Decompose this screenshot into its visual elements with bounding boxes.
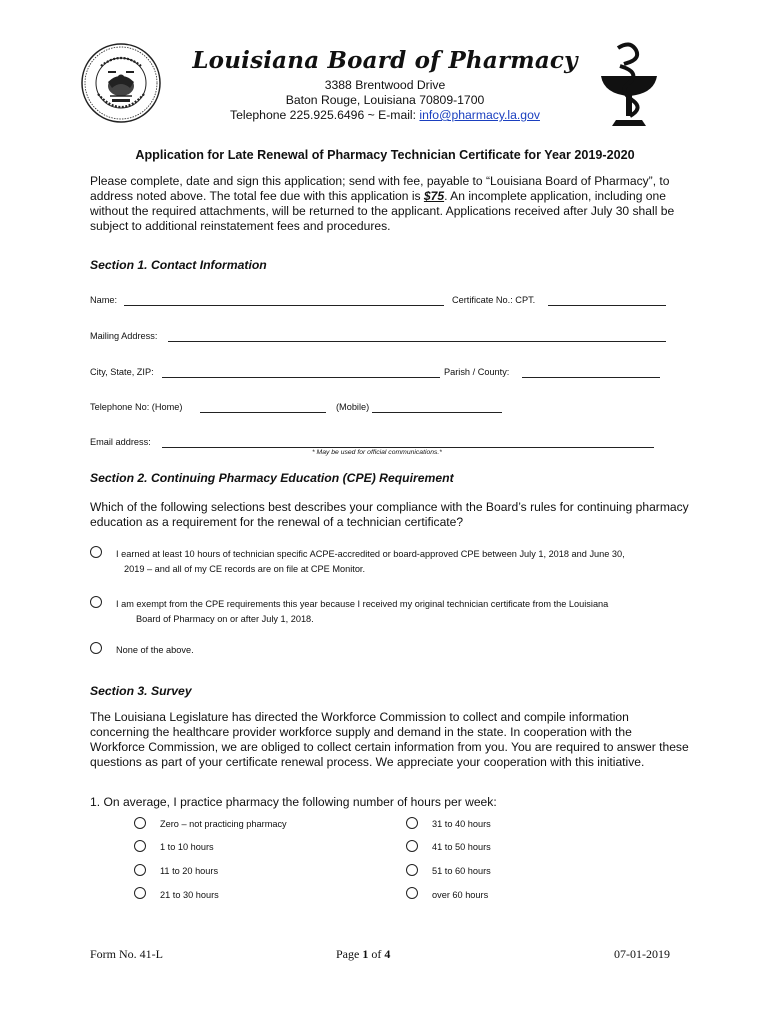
section3-heading: Section 3. Survey xyxy=(90,684,192,698)
hours-option-31-40-label: 31 to 40 hours xyxy=(432,819,491,829)
section1-heading: Section 1. Contact Information xyxy=(90,258,267,272)
survey-question-1: 1. On average, I practice pharmacy the following number of hours per week: xyxy=(90,795,497,809)
hours-option-51-60-radio[interactable] xyxy=(406,864,418,876)
email-label: Email address: xyxy=(90,437,151,447)
revision-date: 07-01-2019 xyxy=(614,947,670,961)
hours-option-zero-radio[interactable] xyxy=(134,817,146,829)
hours-option-11-20-radio[interactable] xyxy=(134,864,146,876)
hours-option-41-50-radio[interactable] xyxy=(406,840,418,852)
telephone-text: Telephone 225.925.6496 ~ E-mail: xyxy=(230,108,420,122)
hours-option-21-30-radio[interactable] xyxy=(134,887,146,899)
hours-option-51-60-label: 51 to 60 hours xyxy=(432,866,491,876)
cpe-option-1-label: I earned at least 10 hours of technician specific ACPE-accredited or board-approved CPE between July 1, 2018 and June 30, 2019 – and all of my CE records are on file at CPE Monitor. xyxy=(116,549,625,574)
board-city: Baton Rouge, Louisiana 70809-1700 xyxy=(285,93,485,107)
fee-amount: $75 xyxy=(423,189,445,203)
hours-option-over-60-radio[interactable] xyxy=(406,887,418,899)
page-indicator: Page 1 of 4 xyxy=(336,947,391,961)
hours-option-1-10-label: 1 to 10 hours xyxy=(160,842,214,852)
city-state-zip-label: City, State, ZIP: xyxy=(90,367,154,377)
certificate-label: Certificate No.: CPT. xyxy=(452,295,536,305)
mailing-address-field[interactable] xyxy=(168,341,666,342)
email-field[interactable] xyxy=(162,447,654,448)
form-number: Form No. 41-L xyxy=(90,947,163,961)
cpe-question: Which of the following selections best describes your compliance with the Board’s rules for continuing pharmacy education as a requirement for the renewal of a technician certificate? xyxy=(90,500,689,529)
form-title: Application for Late Renewal of Pharmacy Technician Certificate for Year 2019-2020 xyxy=(135,148,635,162)
hours-option-21-30-label: 21 to 30 hours xyxy=(160,890,219,900)
phone-mobile-label: (Mobile) xyxy=(336,402,370,412)
email-link[interactable]: info@pharmacy.la.gov xyxy=(419,108,540,122)
mailing-address-label: Mailing Address: xyxy=(90,331,158,341)
board-title: Louisiana Board of Pharmacy xyxy=(192,47,578,74)
hours-option-1-10-radio[interactable] xyxy=(134,840,146,852)
cpe-option-1-radio[interactable] xyxy=(90,546,102,558)
board-address: 3388 Brentwood Drive xyxy=(324,78,446,92)
hours-option-over-60-label: over 60 hours xyxy=(432,890,489,900)
name-field[interactable] xyxy=(124,305,444,306)
phone-mobile-field[interactable] xyxy=(372,412,502,413)
intro-paragraph: Please complete, date and sign this application; send with fee, payable to “Louisiana Board of Pharmacy”, to address noted above. The total fee due with this application is $75. An incomplete application, including one without the required attachments, will be returned to the applicant. Applications received after July 30 shall be subject to additional reinstatement fees and procedures. xyxy=(90,174,675,233)
hours-option-41-50-label: 41 to 50 hours xyxy=(432,842,491,852)
parish-field[interactable] xyxy=(522,377,660,378)
certificate-field[interactable] xyxy=(548,305,666,306)
phone-home-field[interactable] xyxy=(200,412,326,413)
cpe-option-2-label: I am exempt from the CPE requirements this year because I received my original technician certificate from the Louisiana Board of Pharmacy on or after July 1, 2018. xyxy=(116,599,609,624)
bowl-of-hygieia-icon xyxy=(596,42,662,128)
cpe-option-2-radio[interactable] xyxy=(90,596,102,608)
name-label: Name: xyxy=(90,295,118,305)
hours-option-zero-label: Zero – not practicing pharmacy xyxy=(160,819,287,829)
section2-heading: Section 2. Continuing Pharmacy Education (CPE) Requirement xyxy=(90,471,454,485)
hours-option-31-40-radio[interactable] xyxy=(406,817,418,829)
hours-option-11-20-label: 11 to 20 hours xyxy=(160,866,219,876)
survey-paragraph: The Louisiana Legislature has directed the Workforce Commission to collect and compile information concerning the healthcare provider workforce supply and demand in the state. In cooperation with the Workforce Commission, we are obliged to collect certain information from you. You are required to answer these questions as part of your certificate renewal process. We appreciate your cooperation with this initiative. xyxy=(90,710,689,769)
email-note: * May be used for official communications.* xyxy=(312,449,442,456)
phone-home-label: Telephone No: (Home) xyxy=(90,402,183,412)
parish-label: Parish / County: xyxy=(444,367,510,377)
cpe-option-3-radio[interactable] xyxy=(90,642,102,654)
city-state-zip-field[interactable] xyxy=(162,377,440,378)
cpe-option-3-label: None of the above. xyxy=(116,645,194,655)
